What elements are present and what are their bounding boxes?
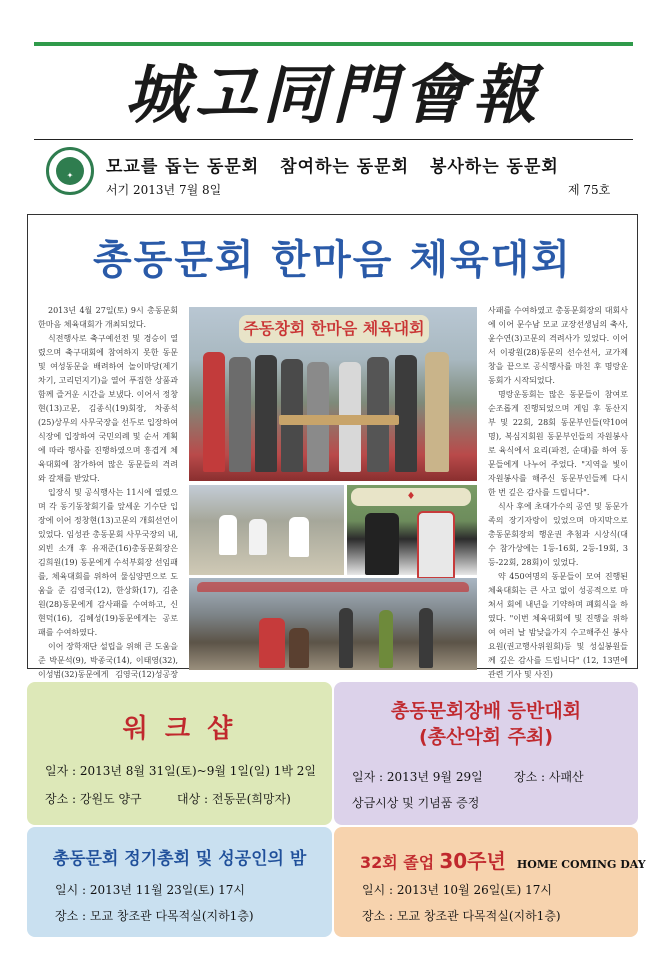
homecoming-card (334, 827, 646, 937)
photo-banner-small: ♦ (351, 488, 471, 506)
masthead-divider (34, 139, 633, 140)
hiking-prize: 상금시상 및 기념품 증정 (352, 796, 480, 810)
publication-date: 서기 2013년 7월 8일 (106, 183, 222, 197)
hiking-place: 장소 : 사패산 (514, 770, 584, 784)
photo-banner: 주동창회 한마음 체육대회 (239, 315, 429, 343)
paragraph: 이어 장학재단 설립을 위해 큰 도움을 준 박문석(9), 박종국(14), 이태영(32), 이성범(32)동문에게 김영국(12)성공장 (38, 642, 178, 679)
top-green-rule (34, 42, 633, 46)
article-headline: 총동문회 한마음 체육대회 (93, 237, 572, 283)
workshop-title: 워 크 샵 (122, 714, 237, 744)
article-left-column (38, 304, 178, 679)
photo-award (347, 485, 477, 575)
photo-opening-parade (189, 578, 477, 670)
paragraph: 약 450여명의 동문들이 모여 진행된 체육대회는 큰 사고 없이 성공적으로 마쳐서 회에 내년을 기약하며 폐회식을 하였다. "이번 체육대회에 및 진행을 위하여 여러 날 밤낮을가지 수고해주신 봉사요원(권고행사위원회)등 및 성실봉원들께 깊은 감사를 드립니다" (12, 13면에 관련 기사 및 사진) (488, 572, 628, 679)
workshop-target: 대상 : 전동문(희망자) (177, 792, 291, 806)
photo-games (189, 485, 344, 575)
hiking-title: 총동문회장배 등반대회 (390, 700, 582, 722)
homecoming-subtitle: HOME COMING DAY (516, 858, 646, 871)
homecoming-place: 장소 : 모교 창조관 다목적실(지하1층) (362, 909, 561, 923)
paragraph: 2013년 4월 27일(토) 9시 총동문회 한마음 체육대회가 개최되었다. (38, 306, 178, 329)
slogan (106, 152, 626, 177)
photo-group-ceremony (189, 307, 477, 481)
workshop-card (27, 682, 332, 825)
paragraph: 사패를 수여하였고 총동문회장의 대회사에 이어 문수남 모교 교장선생님의 축사, 윤수연(3)고문의 격려사가 있었다. 이어서 이광원(28)동문의 선수선서, 교가제창을 끝으로 공식행사를 마친 후 명랑운동회가 시작되었다. (488, 306, 628, 385)
general-meeting-title: 총동문회 정기총회 및 성공인의 밤 (52, 849, 307, 869)
workshop-date: 일자 : 2013년 8월 31일(토)~9월 1일(일) 1박 2일 (45, 764, 317, 778)
article-right-column (488, 304, 628, 679)
paragraph: 식사 후에 초대가수의 공연 및 동문가족의 장기자랑이 있었으며 마지막으로 총동문회장의 행운권 추첨과 시상식(대수 참가상에는 1등-16회, 2등-19회, 3등-22회, 28회)이 있었다. (488, 502, 628, 567)
newsletter-title: 城고同門會報 (124, 58, 543, 133)
homecoming-years: 30주년 (439, 849, 506, 873)
general-meeting-date: 일시 : 2013년 11월 23일(토) 17시 (55, 883, 245, 897)
paragraph: 식전행사로 축구예선전 및 경승이 열렸으며 축구대회에 참여하지 못한 동문 및 여성동문을 배려하여 놀이마당(제기차기, 고리던지기)을 열어 푸짐한 상품과 함께 즐거운 시간을 보냈다. 이어서 정창현(13)고문, 김종식(19)회장, 차종석(25)상무의 사무국장을 선두로 입장하여 식장에 입장하여 국민의례 및 순서 계획에 따라 행사를 진행하였으며 흥겹게 체육대회에 참가하여 많은 동문들의 격려와 갈채를 받았다. (38, 334, 178, 483)
homecoming-date: 일시 : 2013년 10월 26일(토) 17시 (362, 883, 552, 897)
school-seal-icon: ✦ (46, 147, 94, 195)
slogan-3: 봉사하는 동문회 (429, 157, 559, 177)
paragraph: 명랑운동회는 많은 동문들이 참여로 순조롭게 진행되었으며 게임 후 동산지부 및 22회, 28회 동문부인들(약10여명), 복심지회원 동문부인들의 자원봉사로 육식에서 요리(파전, 순대)를 하여 동문들에게 나누어 주었다. "지역을 빛이 자원봉사를 해주신 동문부인들께 다시 한 번 깊은 감사를 드립니다". (488, 390, 628, 497)
hiking-date: 일자 : 2013년 9월 29일 (352, 770, 483, 784)
homecoming-prefix: 32회 졸업 (360, 853, 435, 872)
slogan-1: 모교를 돕는 동문회 (106, 157, 260, 177)
homecoming-title (360, 845, 646, 874)
paragraph: 입장식 및 공식행사는 11시에 열렸으며 각 동기동창회기를 앞세운 기수단 입장에 이어 정창현(13)고문의 개회선언이 있었다. 임성관 총동문회 사무국장의 내, 외빈 소개 후 유재준(16)총동문회장은 김희원(19) 동문에게 수석부회장 선임패를, 체육대회를 위하여 물심양면으로 도움을 준 김영국(12), 한상화(17), 김춘원(28)동문에게 감사패를 수여하고, 신현덕(16), 김혜성(19)동문에게는 공로패를 수여하였다. (38, 488, 178, 637)
issue-number: 제 75호 (568, 183, 611, 197)
hiking-subtitle: (총산악회 주최) (418, 726, 554, 748)
general-meeting-card (27, 827, 332, 937)
slogan-2: 참여하는 동문회 (280, 157, 410, 177)
hiking-card (334, 682, 638, 825)
general-meeting-place: 장소 : 모교 창조관 다목적실(지하1층) (55, 909, 254, 923)
workshop-place: 장소 : 강원도 양구 (45, 792, 142, 806)
